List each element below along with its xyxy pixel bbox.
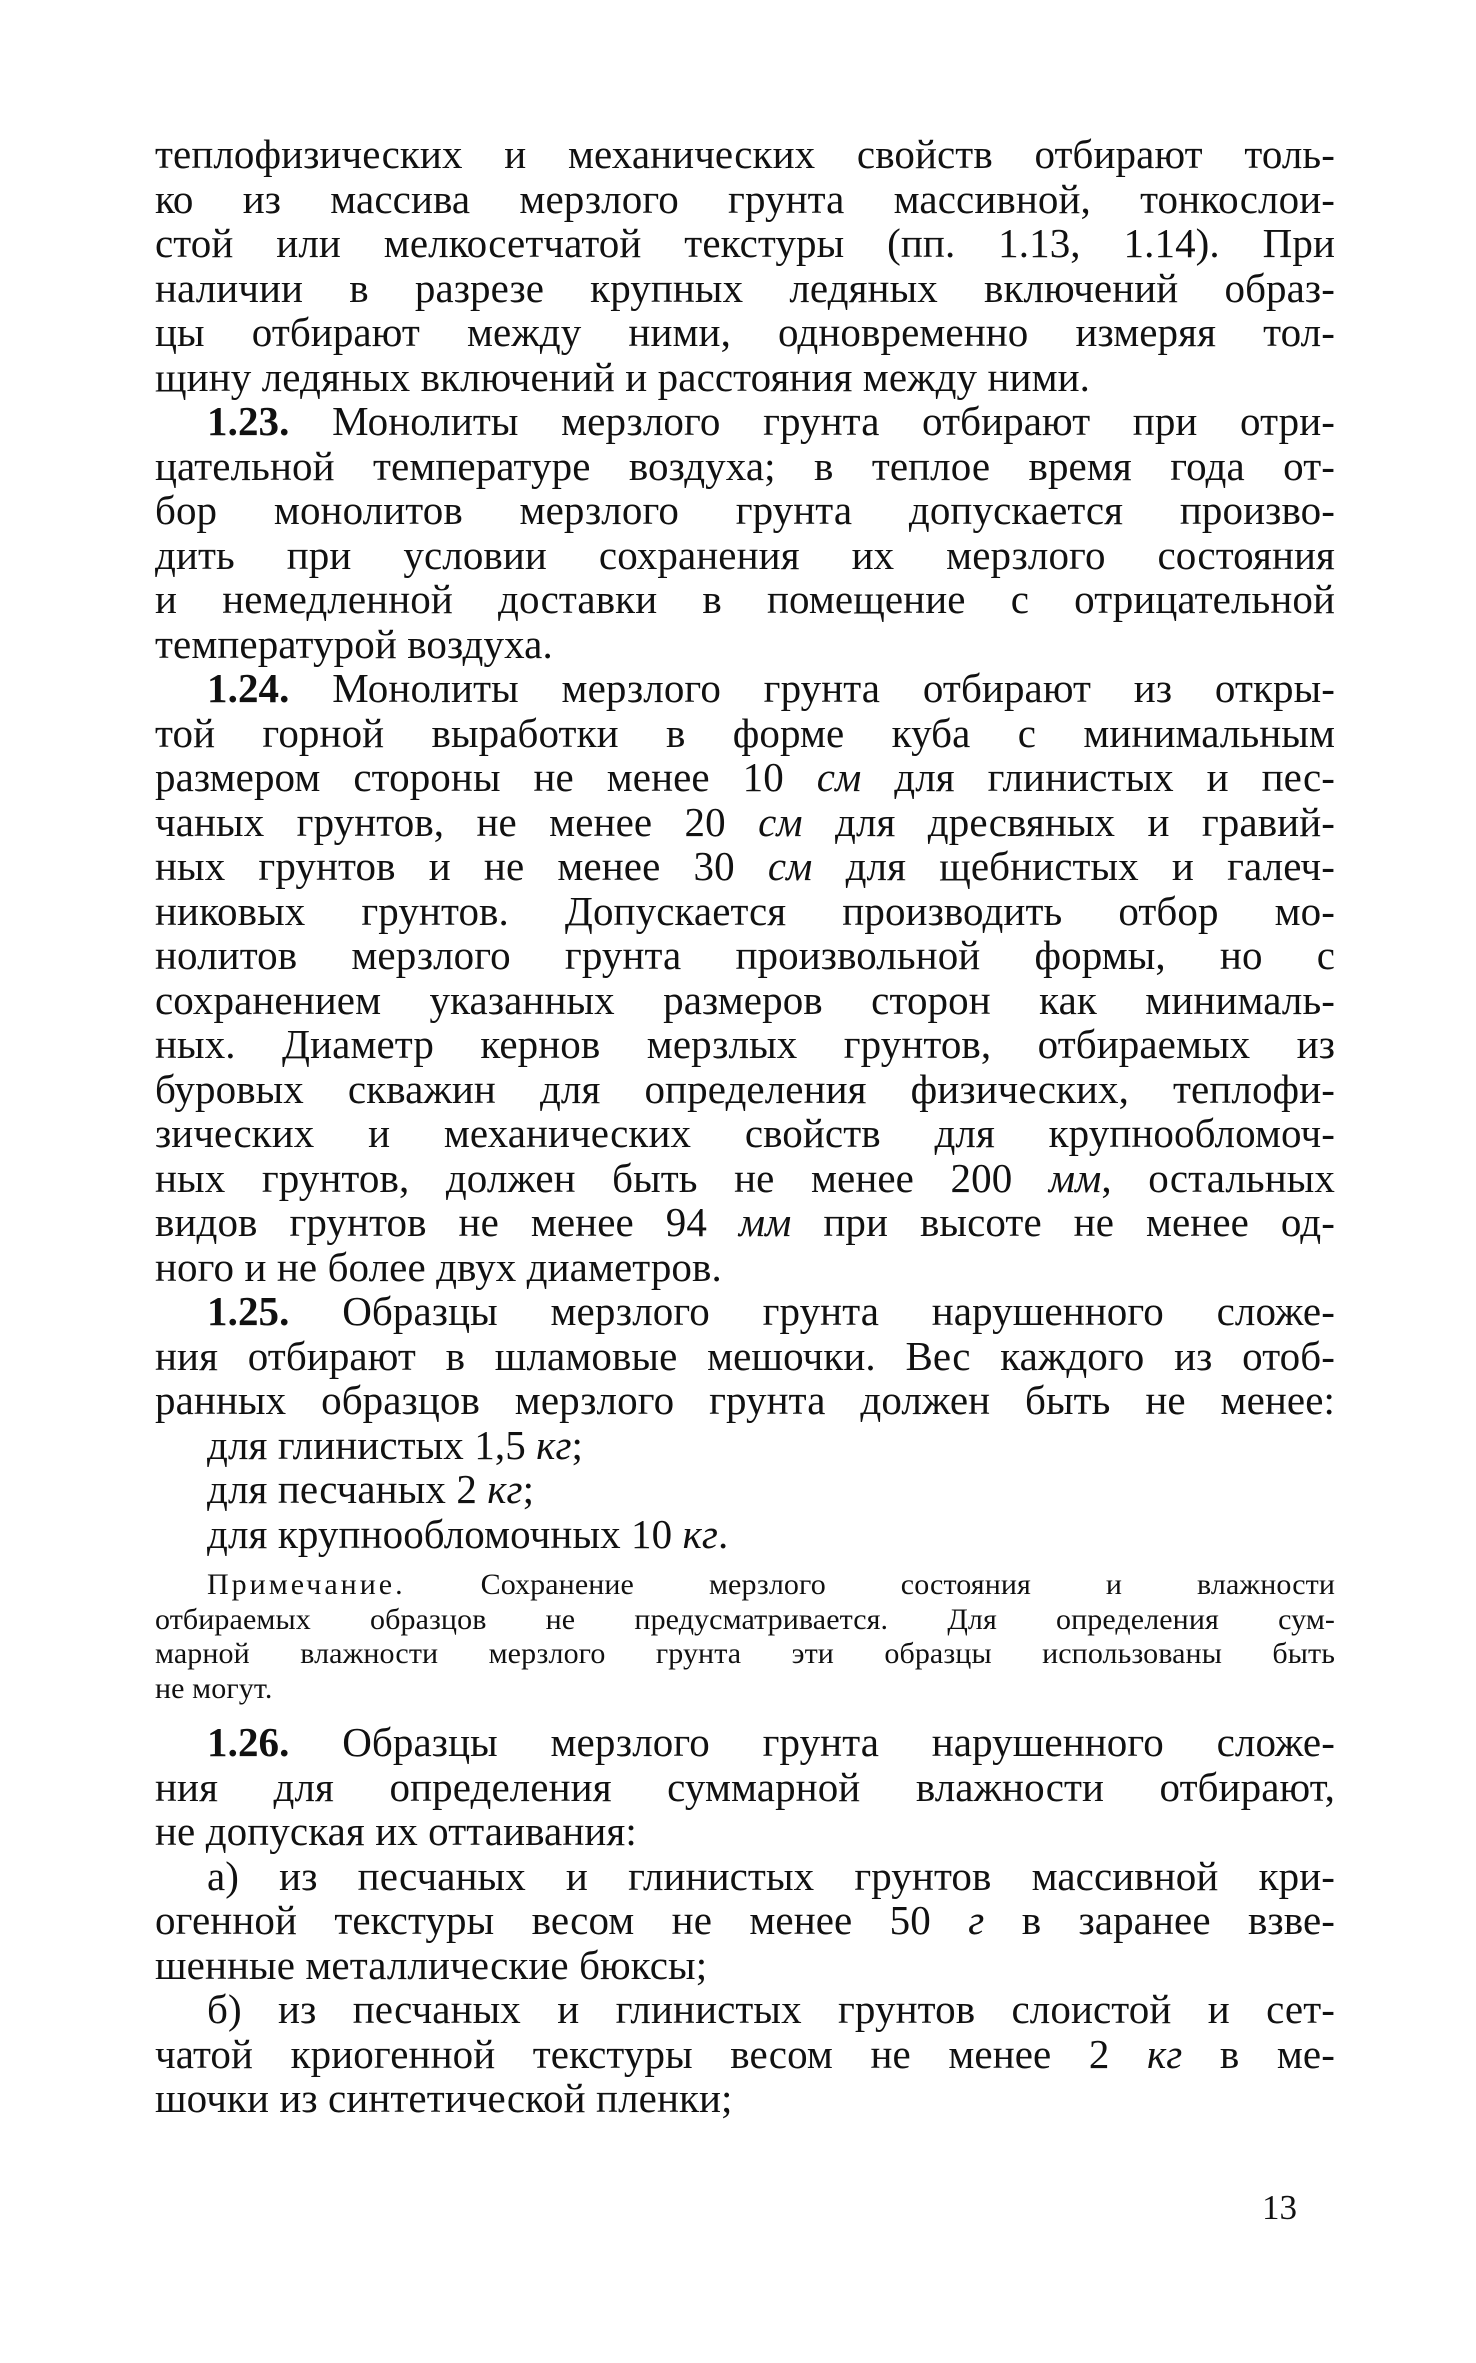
clause-number: 1.24.	[207, 665, 290, 711]
text-span: ных грунтов и не менее 30	[155, 843, 768, 889]
paragraph-1-24	[155, 666, 1335, 1289]
text-span: ;	[522, 1466, 535, 1512]
paragraph-1-25	[155, 1289, 1335, 1556]
text-span: чатой криогенной текстуры весом не менее 2	[155, 2030, 1147, 2077]
text-span: чаных грунтов, не менее 20	[155, 798, 759, 845]
paragraph-continuation	[155, 132, 1335, 399]
list-item	[155, 1423, 1335, 1468]
paragraph-1-23	[155, 399, 1335, 666]
text-line: ранных образцов мерзлого грунта должен быть не менее:	[155, 1377, 1335, 1423]
text-line: марной влажности мерзлого грунта эти образцы использованы быть	[155, 1637, 1335, 1670]
text-line	[155, 2032, 1335, 2077]
clause-number: 1.23.	[207, 398, 290, 444]
text-line: нолитов мерзлого грунта произвольной формы, но с	[155, 932, 1335, 978]
page-number: 13	[1262, 2188, 1297, 2227]
text-line	[155, 1898, 1335, 1943]
text-span: Монолиты мерзлого грунта отбирают при отри-	[332, 398, 1335, 444]
list-item	[155, 1467, 1335, 1512]
unit: мм	[738, 1199, 792, 1245]
text-span: для щебнистых и галеч-	[812, 843, 1335, 889]
text-line: сохранением указанных размеров сторон как минималь-	[155, 976, 1335, 1023]
text-line: наличии в разрезе крупных ледяных включений образ-	[155, 264, 1335, 311]
text-line: ных. Диаметр кернов мерзлых грунтов, отбираемых из	[155, 1021, 1335, 1067]
text-line: той горной выработки в форме куба с минимальным	[155, 709, 1335, 756]
text-line: бор монолитов мерзлого грунта допускается произво-	[155, 487, 1335, 533]
text-line	[155, 1156, 1335, 1201]
unit: г	[968, 1897, 985, 1943]
text-span: видов грунтов не менее 94	[155, 1199, 739, 1245]
text-line	[155, 1720, 1335, 1765]
text-line: ния для определения суммарной влажности отбирают,	[155, 1763, 1335, 1810]
text-span: размером стороны не менее 10	[155, 754, 817, 800]
text-line: шенные металлические бюксы;	[155, 1941, 708, 1988]
text-line: не могут.	[155, 1671, 273, 1705]
list-item	[155, 1512, 1335, 1557]
document-page	[155, 132, 1335, 2121]
unit: кг	[487, 1466, 523, 1512]
text-span: для глинистых и пес-	[861, 754, 1335, 800]
text-line: температурой воздуха.	[155, 620, 553, 667]
text-line: цы отбирают между ними, одновременно измеряя тол-	[155, 309, 1335, 355]
text-span: Сохранение мерзлого состояния и влажности	[480, 1568, 1335, 1601]
text-line	[155, 1568, 1335, 1603]
text-line	[155, 755, 1335, 800]
text-span: при высоте не менее од-	[791, 1199, 1335, 1245]
text-line: ко из массива мерзлого грунта массивной, тонкослои-	[155, 175, 1335, 222]
text-line: буровых скважин для определения физических, теплофи-	[155, 1065, 1335, 1112]
unit: мм	[1048, 1154, 1102, 1201]
text-line	[155, 800, 1335, 845]
note-block	[155, 1568, 1335, 1706]
text-span: Монолиты мерзлого грунта отбирают из откры-	[332, 665, 1335, 711]
text-span: для глинистых 1,5	[207, 1421, 537, 1468]
unit: см	[767, 843, 813, 889]
text-line: щину ледяных включений и расстояния между ними.	[155, 353, 1091, 400]
text-line: теплофизических и механических свойств отбирают толь-	[155, 131, 1335, 177]
text-span: в ме-	[1182, 2030, 1335, 2077]
unit: см	[758, 798, 803, 845]
unit: кг	[536, 1421, 572, 1468]
text-span: в заранее взве-	[984, 1897, 1335, 1943]
text-line	[155, 844, 1335, 889]
text-span: ;	[571, 1421, 584, 1468]
note-label: Примечание.	[207, 1568, 406, 1601]
list-item-b: б) из песчаных и глинистых грунтов слоистой и сет-	[207, 1986, 1335, 2032]
text-line: и немедленной доставки в помещение с отрицательной	[155, 576, 1335, 622]
text-line: шочки из синтетической пленки;	[155, 2075, 733, 2121]
text-line	[155, 399, 1335, 444]
text-span: для дресвяных и гравий-	[802, 798, 1335, 845]
text-span: ных грунтов, должен быть не менее 200	[155, 1154, 1049, 1201]
text-line: дить при условии сохранения их мерзлого состояния	[155, 531, 1335, 578]
paragraph-1-26	[155, 1720, 1335, 2121]
text-span: Образцы мерзлого грунта нарушенного сложе-	[342, 1288, 1335, 1334]
text-line: не допуская их оттаивания:	[155, 1808, 637, 1854]
text-span: , остальных	[1101, 1154, 1335, 1201]
text-line: ния отбирают в шламовые мешочки. Вес каждого из отоб-	[155, 1332, 1335, 1379]
text-span: Образцы мерзлого грунта нарушенного сложе-	[342, 1719, 1335, 1765]
clause-number: 1.25.	[207, 1288, 290, 1334]
text-line: никовых грунтов. Допускается производить отбор мо-	[155, 887, 1335, 934]
list-item-a: а) из песчаных и глинистых грунтов массивной кри-	[207, 1852, 1335, 1899]
text-line: цательной температуре воздуха; в теплое время года от-	[155, 442, 1335, 489]
text-line: зических и механических свойств для крупнообломоч-	[155, 1110, 1335, 1156]
text-span: .	[717, 1510, 729, 1557]
unit: кг	[1147, 2030, 1183, 2077]
text-line	[155, 1289, 1335, 1334]
text-line: стой или мелкосетчатой текстуры (пп. 1.13, 1.14). При	[155, 220, 1335, 266]
clause-number: 1.26.	[207, 1719, 290, 1765]
unit: кг	[682, 1510, 718, 1557]
text-line: ного и не более двух диаметров.	[155, 1243, 722, 1290]
text-span: для песчаных 2	[207, 1466, 488, 1512]
text-span: огенной текстуры весом не менее 50	[155, 1897, 969, 1943]
unit: см	[816, 754, 862, 800]
text-line	[155, 666, 1335, 711]
text-line: отбираемых образцов не предусматривается. Для определения сум-	[155, 1602, 1335, 1636]
text-line	[155, 1200, 1335, 1245]
text-span: для крупнообломочных 10	[207, 1510, 683, 1557]
